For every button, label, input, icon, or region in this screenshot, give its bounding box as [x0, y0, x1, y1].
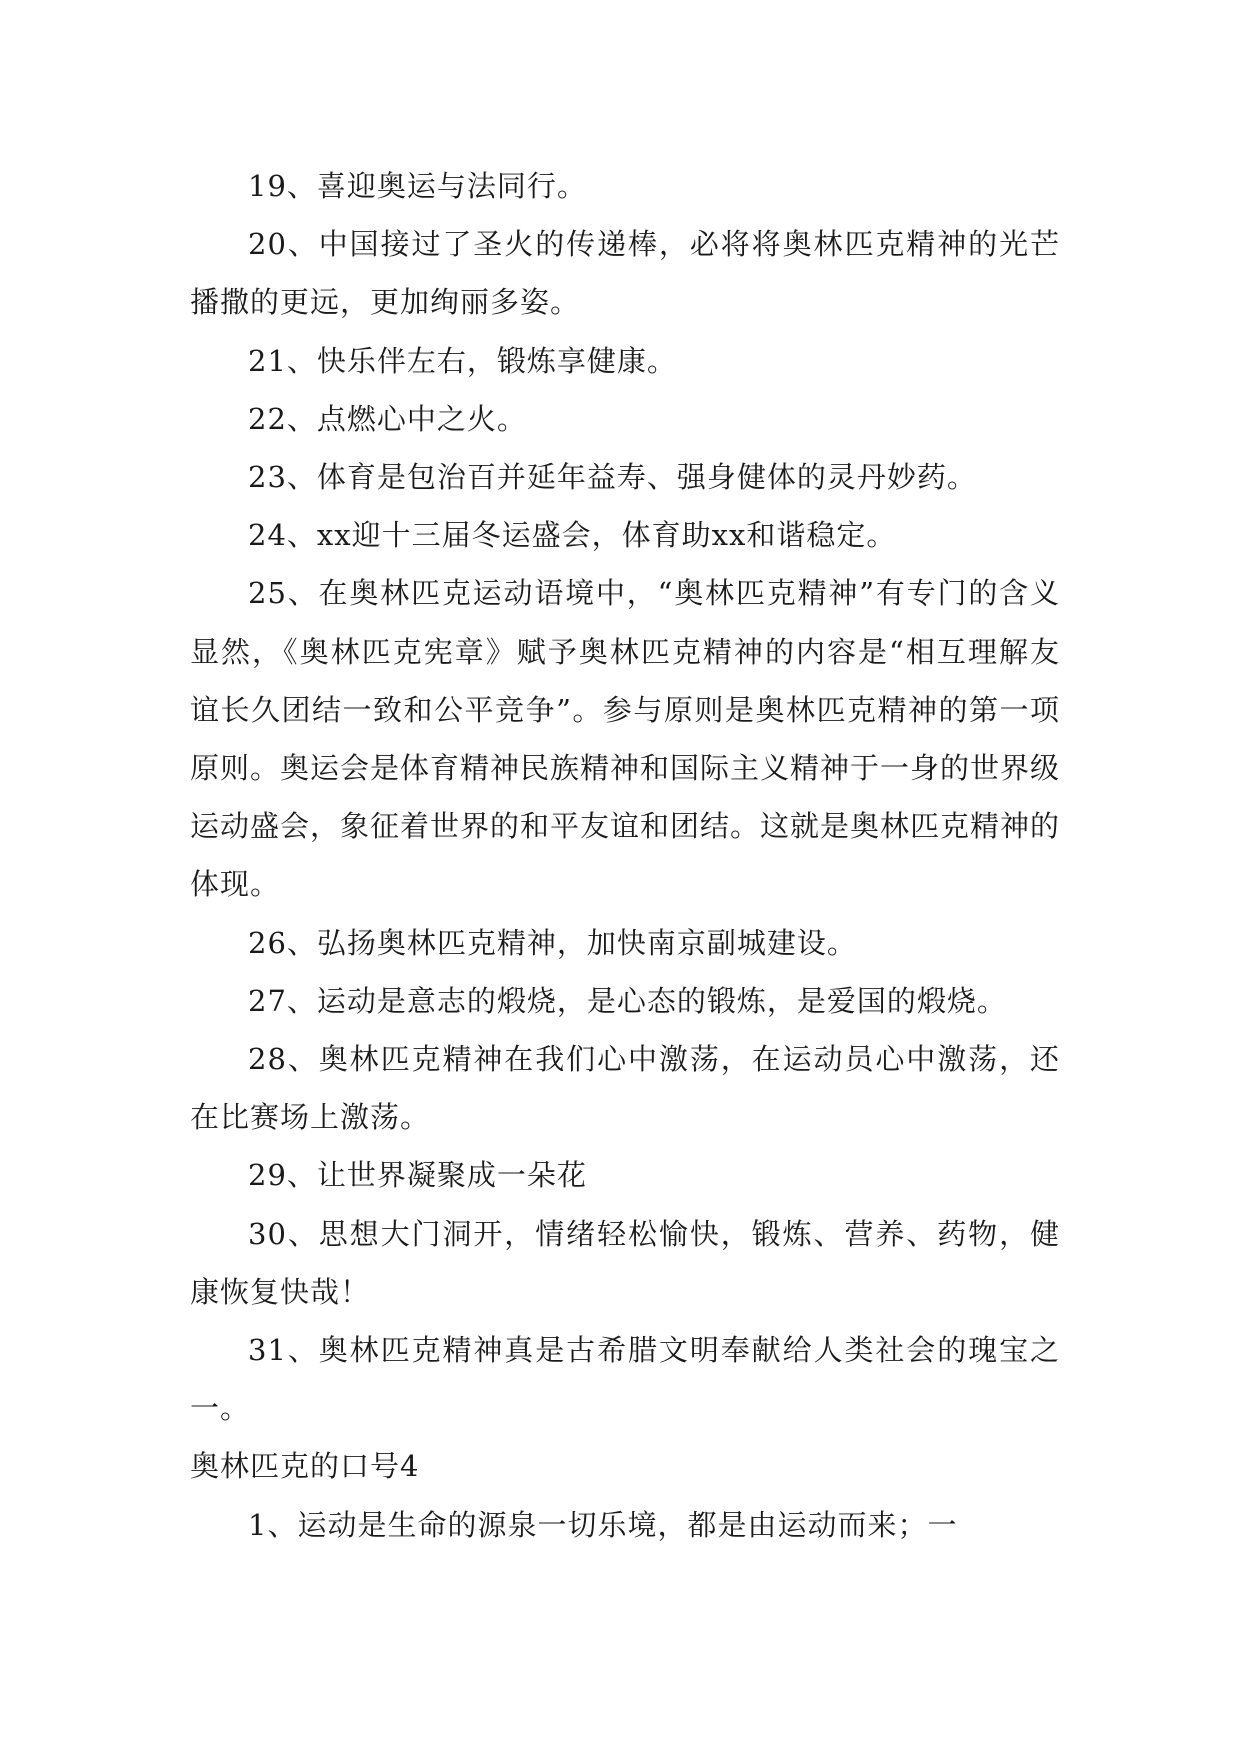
list-item-31: 31、奥林匹克精神真是古希腊文明奉献给人类社会的瑰宝之一。	[190, 1333, 1060, 1426]
list-item-29: 29、让世界凝聚成一朵花	[248, 1158, 587, 1193]
list-item-24: 24、xx迎十三届冬运盛会，体育助xx和谐稳定。	[248, 518, 897, 553]
list-item-26: 26、弘扬奥林匹克精神，加快南京副城建设。	[248, 925, 857, 960]
list-item-20: 20、中国接过了圣火的传递棒，必将将奥林匹克精神的光芒播撒的更远，更加绚丽多姿。	[190, 227, 1060, 320]
list-item-22: 22、点燃心中之火。	[248, 401, 527, 436]
section-heading: 奥林匹克的口号4	[190, 1449, 420, 1484]
document-body	[190, 157, 1060, 1554]
list-item-30: 30、思想大门洞开，情绪轻松愉快，锻炼、营养、药物，健康恢复快哉！	[190, 1216, 1060, 1309]
list-item-1: 1、运动是生命的源泉一切乐境，都是由运动而来；一	[248, 1507, 958, 1542]
list-item-23: 23、体育是包治百并延年益寿、强身健体的灵丹妙药。	[248, 460, 977, 495]
list-item-27: 27、运动是意志的煅烧，是心态的锻炼，是爱国的煅烧。	[248, 983, 1007, 1018]
list-item-25: 25、在奥林匹克运动语境中，“奥林匹克精神”有专门的含义显然，《奥林匹克宪章》赋予奥林匹克精神的内容是“相互理解友谊长久团结一致和公平竞争”。参与原则是奥林匹克精神的第一项原则。奥运会是体育精神民族精神和国际主义精神于一身的世界级运动盛会，象征着世界的和平友谊和团结。这就是奥林匹克精神的体现。	[190, 576, 1061, 902]
list-item-28: 28、奥林匹克精神在我们心中激荡，在运动员心中激荡，还在比赛场上激荡。	[190, 1042, 1060, 1135]
list-item-19: 19、喜迎奥运与法同行。	[248, 169, 587, 203]
list-item-21: 21、快乐伴左右，锻炼享健康。	[248, 343, 677, 378]
